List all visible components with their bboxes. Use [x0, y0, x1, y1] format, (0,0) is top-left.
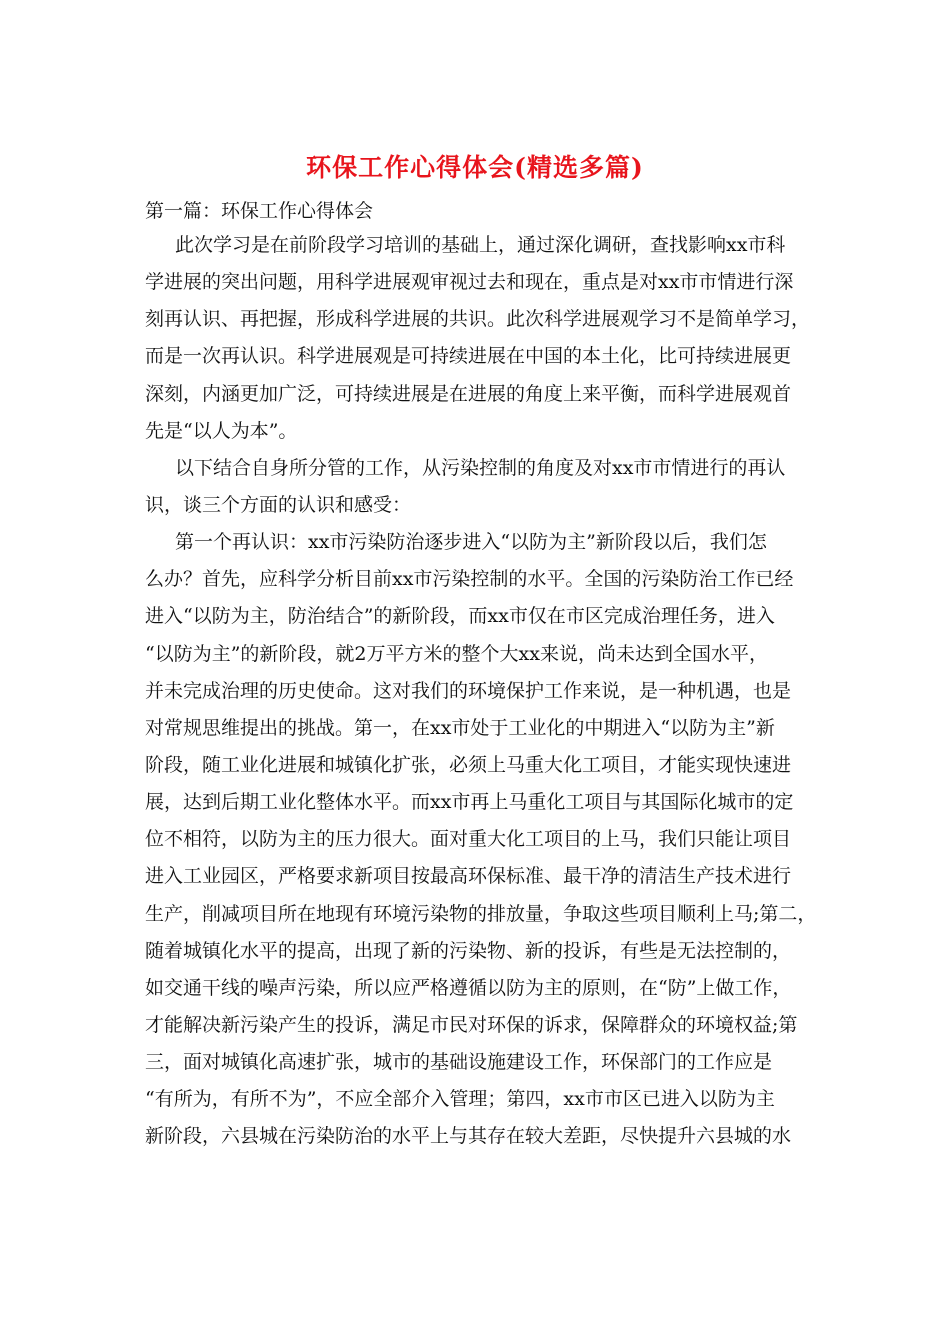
paragraph-line: 并未完成治理的历史使命。这对我们的环境保护工作来说，是一种机遇，也是	[145, 679, 792, 702]
paragraph-line: 位不相符，以防为主的压力很大。面对重大化工项目的上马，我们只能让项目	[145, 828, 792, 851]
paragraph-line: 才能解决新污染产生的投诉，满足市民对环保的诉求，保障群众的环境权益;第	[145, 1013, 798, 1036]
paragraph-line: 学进展的突出问题，用科学进展观审视过去和现在，重点是对xx市市情进行深	[145, 271, 794, 294]
paragraph-line: 么办？首先，应科学分析目前xx市污染控制的水平。全国的污染防治工作已经	[145, 568, 794, 591]
paragraph-line: 此次学习是在前阶段学习培训的基础上，通过深化调研，查找影响xx市科	[175, 234, 786, 256]
paragraph-line: 阶段，随工业化进展和城镇化扩张，必须上马重大化工项目，才能实现快速进	[145, 753, 792, 776]
paragraph-line: 先是“以人为本”。	[145, 419, 298, 442]
paragraph-line: 刻再认识、再把握，形成科学进展的共识。此次科学进展观学习不是简单学习，	[145, 308, 811, 331]
paragraph-line: 识，谈三个方面的认识和感受：	[145, 493, 412, 516]
section-heading: 第一篇：环保工作心得体会	[145, 200, 374, 222]
paragraph-line: 如交通干线的噪声污染，所以应严格遵循以防为主的原则，在“防”上做工作，	[145, 976, 792, 999]
paragraph-line: 对常规思维提出的挑战。第一，在xx市处于工业化的中期进入“以防为主”新	[145, 716, 775, 739]
paragraph-line: 深刻，内涵更加广泛，可持续进展是在进展的角度上来平衡，而科学进展观首	[145, 382, 792, 405]
paragraph-line: 三，面对城镇化高速扩张，城市的基础设施建设工作，环保部门的工作应是	[145, 1051, 773, 1074]
paragraph-line: 展，达到后期工业化整体水平。而xx市再上马重化工项目与其国际化城市的定	[145, 791, 794, 814]
paragraph-line: 第一个再认识：xx市污染防治逐步进入“以防为主”新阶段以后，我们怎	[175, 531, 767, 554]
paragraph-line: 以下结合自身所分管的工作，从污染控制的角度及对xx市市情进行的再认	[175, 456, 786, 479]
paragraph-line: 而是一次再认识。科学进展观是可持续进展在中国的本土化，比可持续进展更	[145, 345, 792, 368]
paragraph-line: 进入“以防为主，防治结合”的新阶段，而xx市仅在市区完成治理任务，进入	[145, 605, 775, 628]
document-title: 环保工作心得体会(精选多篇)	[306, 153, 644, 182]
paragraph-line: 进入工业园区，严格要求新项目按最高环保标准、最干净的清洁生产技术进行	[145, 865, 792, 888]
paragraph-line: 新阶段，六县城在污染防治的水平上与其存在较大差距，尽快提升六县城的水	[145, 1125, 792, 1148]
paragraph-line: 生产，削减项目所在地现有环境污染物的排放量，争取这些项目顺利上马;第二，	[145, 902, 817, 925]
paragraph-line: 随着城镇化水平的提高，出现了新的污染物、新的投诉，有些是无法控制的，	[145, 939, 792, 962]
document-body	[145, 227, 817, 1156]
paragraph-line: “有所为，有所不为”，不应全部介入管理；第四，xx市市区已进入以防为主	[145, 1088, 775, 1111]
paragraph-line: “以防为主”的新阶段，就2万平方米的整个大xx来说，尚未达到全国水平，	[145, 642, 768, 665]
